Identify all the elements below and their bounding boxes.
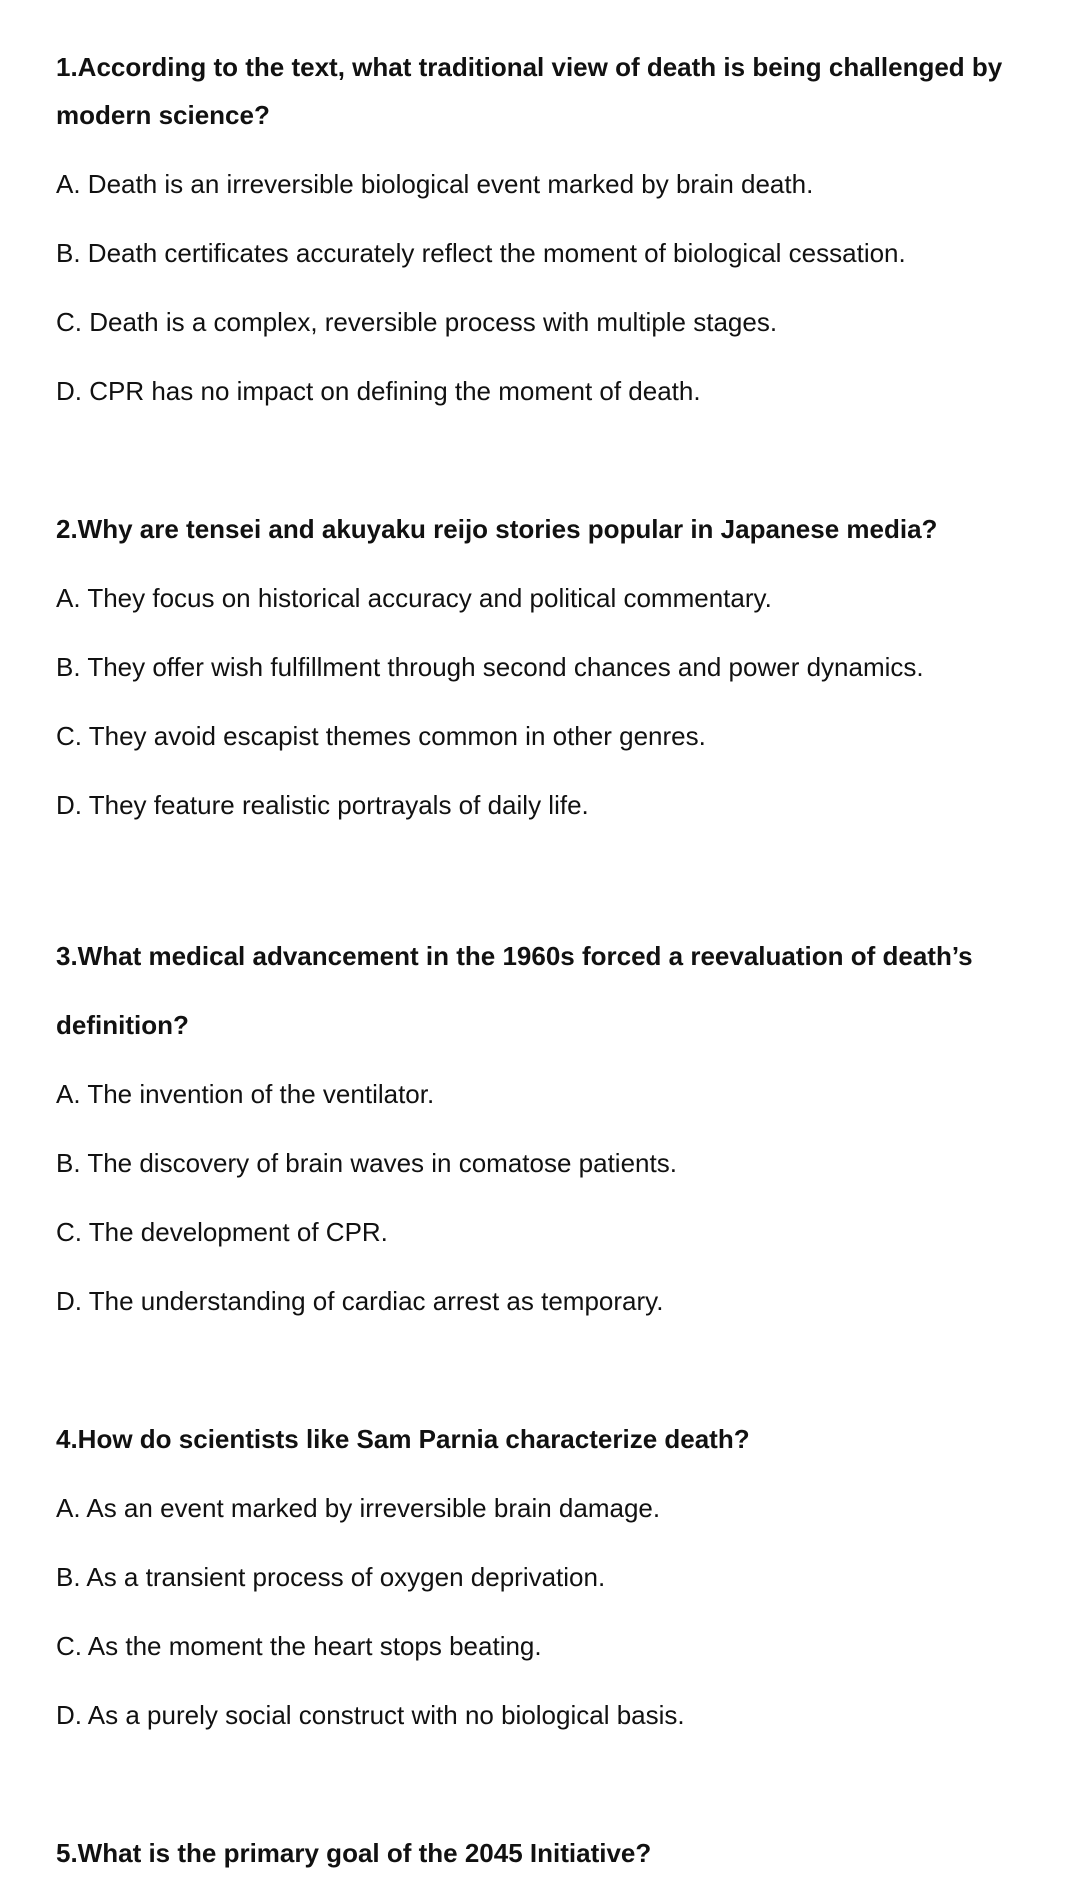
option-d: D. They feature realistic portrayals of daily life. bbox=[56, 790, 589, 820]
option-c: C. The development of CPR. bbox=[56, 1217, 388, 1247]
option-b: B. The discovery of brain waves in comatose patients. bbox=[56, 1148, 677, 1178]
option-b: B. They offer wish fulfillment through second chances and power dynamics. bbox=[56, 652, 924, 682]
option-b: B. Death certificates accurately reflect the moment of biological cessation. bbox=[56, 238, 906, 268]
option-b: B. As a transient process of oxygen deprivation. bbox=[56, 1562, 606, 1592]
question-1-text: 1.According to the text, what traditional view of death is being challenged by bbox=[56, 52, 1003, 82]
option-d: D. The understanding of cardiac arrest as temporary. bbox=[56, 1286, 664, 1316]
option-c: C. As the moment the heart stops beating. bbox=[56, 1631, 542, 1661]
option-d: D. As a purely social construct with no biological basis. bbox=[56, 1700, 685, 1730]
question-2-text: 2.Why are tensei and akuyaku reijo stories popular in Japanese media? bbox=[56, 514, 938, 544]
question-1-text: modern science? bbox=[56, 100, 270, 130]
question-4-text: 4.How do scientists like Sam Parnia characterize death? bbox=[56, 1424, 750, 1454]
option-a: A. Death is an irreversible biological event marked by brain death. bbox=[56, 169, 814, 199]
option-d: D. CPR has no impact on defining the moment of death. bbox=[56, 376, 701, 406]
option-a: A. They focus on historical accuracy and political commentary. bbox=[56, 583, 772, 613]
option-a: A. The invention of the ventilator. bbox=[56, 1079, 435, 1109]
question-3-text: definition? bbox=[56, 1010, 189, 1040]
option-c: C. Death is a complex, reversible process with multiple stages. bbox=[56, 307, 778, 337]
option-a: A. As an event marked by irreversible brain damage. bbox=[56, 1493, 661, 1523]
question-5-text: 5.What is the primary goal of the 2045 Initiative? bbox=[56, 1838, 652, 1868]
question-3-text: 3.What medical advancement in the 1960s forced a reevaluation of death’s bbox=[56, 941, 973, 971]
option-c: C. They avoid escapist themes common in other genres. bbox=[56, 721, 706, 751]
